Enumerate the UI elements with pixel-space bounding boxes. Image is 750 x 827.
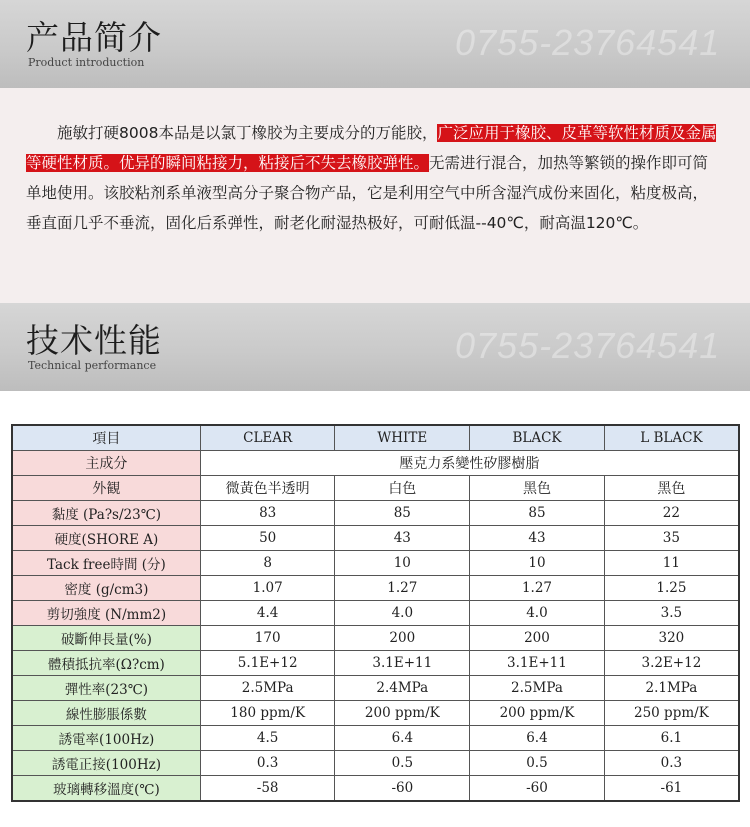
table-cell: 4.0 (335, 601, 470, 626)
table-cell: 11 (604, 551, 739, 576)
row-label: 彈性率(23℃) (12, 676, 200, 701)
product-description (26, 118, 722, 238)
table-cell: 0.5 (335, 751, 470, 776)
table-cell: 黑色 (470, 476, 605, 501)
table-row (12, 451, 739, 476)
table-cell: 1.07 (200, 576, 335, 601)
table-cell: 5.1E+12 (200, 651, 335, 676)
table-cell: 黑色 (604, 476, 739, 501)
table-cell: 2.1MPa (604, 676, 739, 701)
table-cell: -60 (335, 776, 470, 802)
table-row (12, 651, 739, 676)
table-cell: 6.4 (470, 726, 605, 751)
table-cell: 43 (470, 526, 605, 551)
table-cell: 8 (200, 551, 335, 576)
table-cell: 200 (335, 626, 470, 651)
table-header-row (12, 425, 739, 451)
row-label: 誘電率(100Hz) (12, 726, 200, 751)
table-cell: 1.27 (335, 576, 470, 601)
product-intro-box (0, 88, 750, 303)
table-cell: 白色 (335, 476, 470, 501)
table-cell: 1.27 (470, 576, 605, 601)
table-cell: 3.1E+11 (470, 651, 605, 676)
header-cell: 項目 (12, 425, 200, 451)
row-label: 外観 (12, 476, 200, 501)
table-cell: 壓克力系變性矽膠樹脂 (200, 451, 739, 476)
intro-part-2: 无需进行混合，加热等繁锁的操作即可简单地使用。该胶粘剂系单液型高分子聚合物产品，它是利用空气中所含湿汽成份来固化，粘度极高，垂直面几乎不垂流，固化后系弹性，耐老化耐湿热极好，可耐低温--40℃，耐高温120℃。 (26, 154, 709, 232)
table-row (12, 776, 739, 802)
table-cell: 3.2E+12 (604, 651, 739, 676)
table-cell: 2.4MPa (335, 676, 470, 701)
table-cell: 微黃色半透明 (200, 476, 335, 501)
table-row (12, 626, 739, 651)
table-row (12, 501, 739, 526)
table-row (12, 526, 739, 551)
row-label: 體積抵抗率(Ω?cm) (12, 651, 200, 676)
table-cell: -60 (470, 776, 605, 802)
table-cell: 4.5 (200, 726, 335, 751)
intro-part-1: 施敏打硬8008本品是以氯丁橡胶为主要成分的万能胶， (57, 124, 438, 142)
table-cell: 6.4 (335, 726, 470, 751)
table-cell: 200 ppm/K (335, 701, 470, 726)
table-row (12, 601, 739, 626)
intro-highlight-2: 优异的瞬间粘接力，粘接后不失去橡胶弹性。 (119, 154, 430, 172)
section-title: 产品简介 (26, 18, 162, 57)
table-cell: 180 ppm/K (200, 701, 335, 726)
table-row (12, 576, 739, 601)
table-cell: 35 (604, 526, 739, 551)
row-label: Tack free時間 (分) (12, 551, 200, 576)
table-cell: 4.0 (470, 601, 605, 626)
table-row (12, 701, 739, 726)
table-cell: 22 (604, 501, 739, 526)
table-cell: 0.3 (200, 751, 335, 776)
table-cell: 10 (470, 551, 605, 576)
row-label: 剪切強度 (N/mm2) (12, 601, 200, 626)
table-cell: 0.5 (470, 751, 605, 776)
table-row (12, 726, 739, 751)
row-label: 密度 (g/cm3) (12, 576, 200, 601)
table-cell: 4.4 (200, 601, 335, 626)
phone-watermark: 0755-23764541 (455, 325, 721, 366)
table-cell: 2.5MPa (200, 676, 335, 701)
table-cell: 170 (200, 626, 335, 651)
table-cell: 6.1 (604, 726, 739, 751)
table-cell: -58 (200, 776, 335, 802)
row-label: 硬度(SHORE A) (12, 526, 200, 551)
table-row (12, 751, 739, 776)
section-subtitle: Product introduction (28, 56, 145, 69)
table-cell: 43 (335, 526, 470, 551)
section-banner-tech-perf (0, 303, 750, 391)
section-title: 技术性能 (26, 321, 162, 360)
table-cell: 2.5MPa (470, 676, 605, 701)
table-cell: 85 (470, 501, 605, 526)
table-row (12, 676, 739, 701)
header-cell: L BLACK (604, 425, 739, 451)
table-cell: 3.1E+11 (335, 651, 470, 676)
intro-highlight-1: 广泛应用于橡胶、皮革等软性材质及金属等硬性材质。 (26, 124, 717, 172)
table-cell: -61 (604, 776, 739, 802)
row-label: 黏度 (Pa?s/23℃) (12, 501, 200, 526)
row-label: 誘電正接(100Hz) (12, 751, 200, 776)
spec-table (11, 424, 740, 802)
header-cell: CLEAR (200, 425, 335, 451)
table-cell: 320 (604, 626, 739, 651)
table-cell: 200 ppm/K (470, 701, 605, 726)
table-cell: 85 (335, 501, 470, 526)
table-cell: 10 (335, 551, 470, 576)
table-cell: 250 ppm/K (604, 701, 739, 726)
table-cell: 0.3 (604, 751, 739, 776)
table-cell: 50 (200, 526, 335, 551)
table-cell: 1.25 (604, 576, 739, 601)
header-cell: BLACK (470, 425, 605, 451)
table-cell: 83 (200, 501, 335, 526)
table-cell: 200 (470, 626, 605, 651)
phone-watermark: 0755-23764541 (455, 22, 721, 63)
section-subtitle: Technical performance (28, 359, 157, 372)
table-cell: 3.5 (604, 601, 739, 626)
section-banner-product-intro (0, 0, 750, 88)
spec-table-body (12, 425, 739, 801)
row-label: 線性膨脹係數 (12, 701, 200, 726)
header-cell: WHITE (335, 425, 470, 451)
row-label: 破斷伸長量(%) (12, 626, 200, 651)
table-row (12, 551, 739, 576)
row-label: 玻璃轉移溫度(℃) (12, 776, 200, 802)
row-label: 主成分 (12, 451, 200, 476)
table-row (12, 476, 739, 501)
